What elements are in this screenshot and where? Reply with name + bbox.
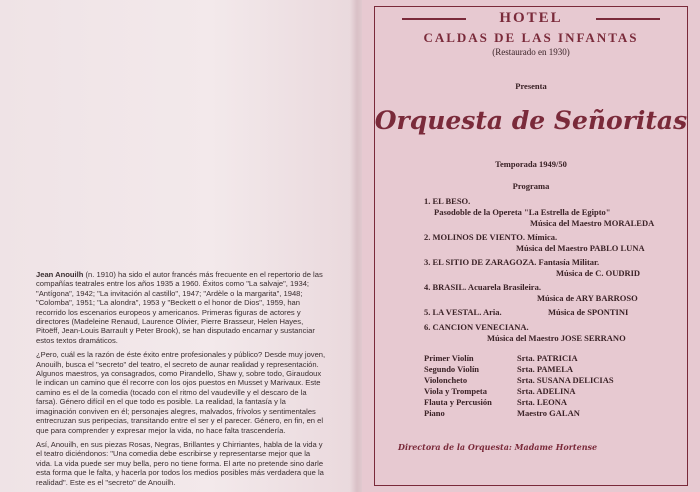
lineup-instrument-6: Piano <box>424 408 445 418</box>
program-item-6-credit: Música del Maestro JOSE SERRANO <box>487 333 626 343</box>
program-item-1-title: 1. EL BESO. <box>424 196 471 206</box>
lineup-instrument-1: Primer Violín <box>424 353 474 363</box>
rule-right <box>596 18 660 20</box>
program-item-4-credit: Música de ARY BARROSO <box>537 293 638 303</box>
program-item-4-title: 4. BRASIL. Acuarela Brasileira. <box>424 282 541 292</box>
program-item-1-credit: Música del Maestro MORALEDA <box>530 218 655 228</box>
presents-label: Presenta <box>515 81 547 91</box>
orchestra-title: Orquesta de Señoritas <box>374 106 688 135</box>
program-item-3-credit: Música de C. OUDRID <box>556 268 641 278</box>
restored-note: (Restaurado en 1930) <box>492 47 570 57</box>
author-name: Jean Anouilh <box>36 270 84 279</box>
anouilh-text <box>36 270 328 492</box>
program-item-5-title: 5. LA VESTAL. Aria. <box>424 307 502 317</box>
lineup-instrument-4: Viola y Trompeta <box>424 386 487 396</box>
lineup-performer-6: Maestro GALAN <box>517 408 580 418</box>
lineup-performer-4: Srta. ADELINA <box>517 386 576 396</box>
lineup-performer-1: Srta. PATRICIA <box>517 353 578 363</box>
paragraph-1-text: (n. 1910) ha sido el autor francés más frecuente en el repertorio de las compañías teatrales entre los años 1935 a 1960. Éxitos como "La salvaje", 1934; "Antígona", 1942; "La invitación al castillo", 1947; "Ardèle o la margarita", 1948; "Colomba", 1951; "La alondra", 1953 y "Beckett o el honor de Dios", 1959, han recorrido los escenarios europeos y americanos. Primeras figuras de actores y directores (Madeleine Renaud, Laurence Olivier, Pierre Brasseur, Helen Hayes, Pitoëff, Jean-Louis Barrault y Peter Brook), se han disputado encarnar y sustanciar estos textos dramáticos. <box>36 270 323 345</box>
program-item-2-credit: Música del Maestro PABLO LUNA <box>516 243 645 253</box>
program-item-5-credit: Música de SPONTINI <box>548 307 629 317</box>
hotel-header <box>374 10 688 26</box>
season-label: Temporada 1949/50 <box>495 159 567 169</box>
hotel-label: HOTEL <box>499 10 563 26</box>
paragraph-3: Así, Anouilh, en sus piezas Rosas, Negras, Brillantes y Chirriantes, habla de la vida y el teatro diciéndonos: "Una comedia debe escribirse y representarse mejor que la vida. La vida puede ser muy bella, pero no tiene forma. El arte no pretende sino darle esta forma que le falta, y hacerla por todos los medios posibles más verdadera que la realidad". Este es el "secreto" de Anouilh. <box>36 439 324 487</box>
lineup-instrument-5: Flauta y Percusión <box>424 397 492 407</box>
lineup-performer-2: Srta. PAMELA <box>517 364 574 374</box>
lineup-performer-3: Srta. SUSANA DELICIAS <box>517 375 614 385</box>
paragraph-1 <box>36 270 328 345</box>
program-item-2-title: 2. MOLINOS DE VIENTO. Mímica. <box>424 232 558 242</box>
lineup-instrument-3: Violoncheto <box>424 375 468 385</box>
paragraph-2: ¿Pero, cuál es la razón de éste éxito entre profesionales y público? Desde muy joven, Anouilh, busca el "secreto" del teatro, el secreto de aunar realidad y representación. Algunos maestros, ya consagrados, como Pirandello, Shaw y, sobre todo, Giraudoux le indican un camino que él recorre con los ojos puestos en Musset y Marivaux. Este camino es el de la comedia (tocado con el ritmo del vaudeville y el descaro de la farsa). Género difícil en el que todo es posible. La realidad, la fantasía y la imaginación conviven en él; personajes alegres, malvados, frívolos y sentimentales entrecruzan sus peripecias, transitando entre el ser y el parecer. Género, en fin, en el que para comprender y expresar mejor la vida, no hace falta trascendería. <box>36 350 326 435</box>
program-item-3-title: 3. EL SITIO DE ZARAGOZA. Fantasía Militar. <box>424 257 600 267</box>
program-label: Programa <box>512 181 550 191</box>
program-item-1-subtitle: Pasodoble de la Opereta "La Estrella de Egipto" <box>434 207 611 217</box>
director-credit: Directora de la Orquesta: Madame Hortense <box>398 442 598 452</box>
lineup-instrument-2: Segundo Violín <box>424 364 480 374</box>
program-item-6-title: 6. CANCION VENECIANA. <box>424 322 529 332</box>
hotel-name: CALDAS DE LAS INFANTAS <box>423 30 639 45</box>
lineup-performer-5: Srta. LEONA <box>517 397 568 407</box>
